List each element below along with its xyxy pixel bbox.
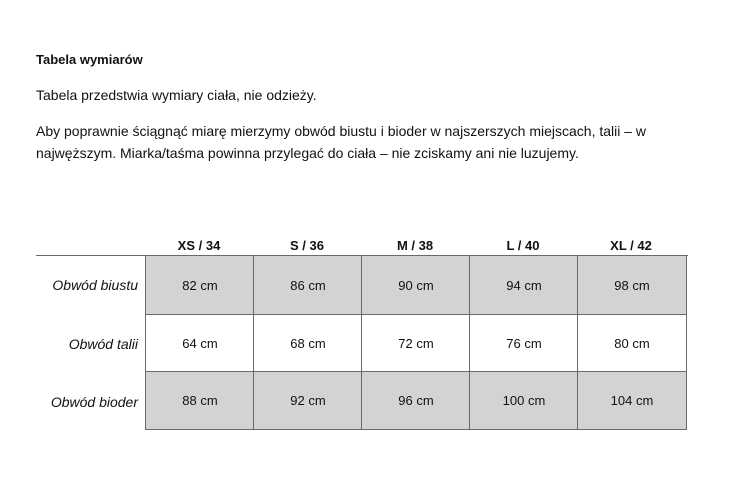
row-label-hips: Obwód bioder	[50, 394, 138, 410]
column-header-l: L / 40	[506, 238, 540, 253]
table-cell: 88 cm	[182, 393, 218, 408]
column-divider	[253, 256, 254, 429]
table-cell: 64 cm	[182, 335, 218, 351]
row-label-waist: Obwód talii	[68, 336, 138, 352]
column-header-m: M / 38	[396, 238, 434, 253]
size-table-header	[145, 236, 688, 256]
intro-paragraph: Tabela przedstwia wymiary ciała, nie odzieży.	[36, 87, 317, 103]
size-table-grid	[145, 255, 687, 430]
table-cell: 94 cm	[506, 277, 542, 293]
table-cell: 86 cm	[290, 277, 326, 293]
measuring-instructions	[36, 120, 716, 164]
table-cell: 96 cm	[398, 393, 434, 408]
instructions-line-2: najwęższym. Miarka/taśma powinna przylegać do ciała – nie zciskamy ani nie luzujemy.	[36, 145, 579, 161]
instructions-line-1: Aby poprawnie ściągnąć miarę mierzymy obwód biustu i bioder w najszerszych miejscach, talii – w	[36, 123, 647, 139]
table-row	[146, 256, 686, 314]
table-cell: 80 cm	[614, 335, 650, 351]
table-cell: 76 cm	[506, 335, 542, 351]
column-header-xl: XL / 42	[610, 238, 652, 253]
table-row	[146, 314, 686, 372]
table-cell: 92 cm	[290, 393, 326, 408]
table-cell: 82 cm	[182, 277, 218, 293]
column-divider	[469, 256, 470, 429]
document-title: Tabela wymiarów	[36, 52, 143, 67]
table-cell: 98 cm	[614, 277, 650, 293]
column-header-s: S / 36	[290, 238, 324, 253]
table-cell: 72 cm	[398, 335, 434, 351]
table-cell: 104 cm	[610, 393, 654, 408]
row-label-bust: Obwód biustu	[52, 277, 138, 293]
table-row	[146, 372, 686, 429]
table-cell: 90 cm	[398, 277, 434, 293]
table-cell: 100 cm	[502, 393, 546, 408]
column-divider	[577, 256, 578, 429]
column-header-xs: XS / 34	[177, 238, 221, 253]
table-cell: 68 cm	[290, 335, 326, 351]
column-divider	[361, 256, 362, 429]
